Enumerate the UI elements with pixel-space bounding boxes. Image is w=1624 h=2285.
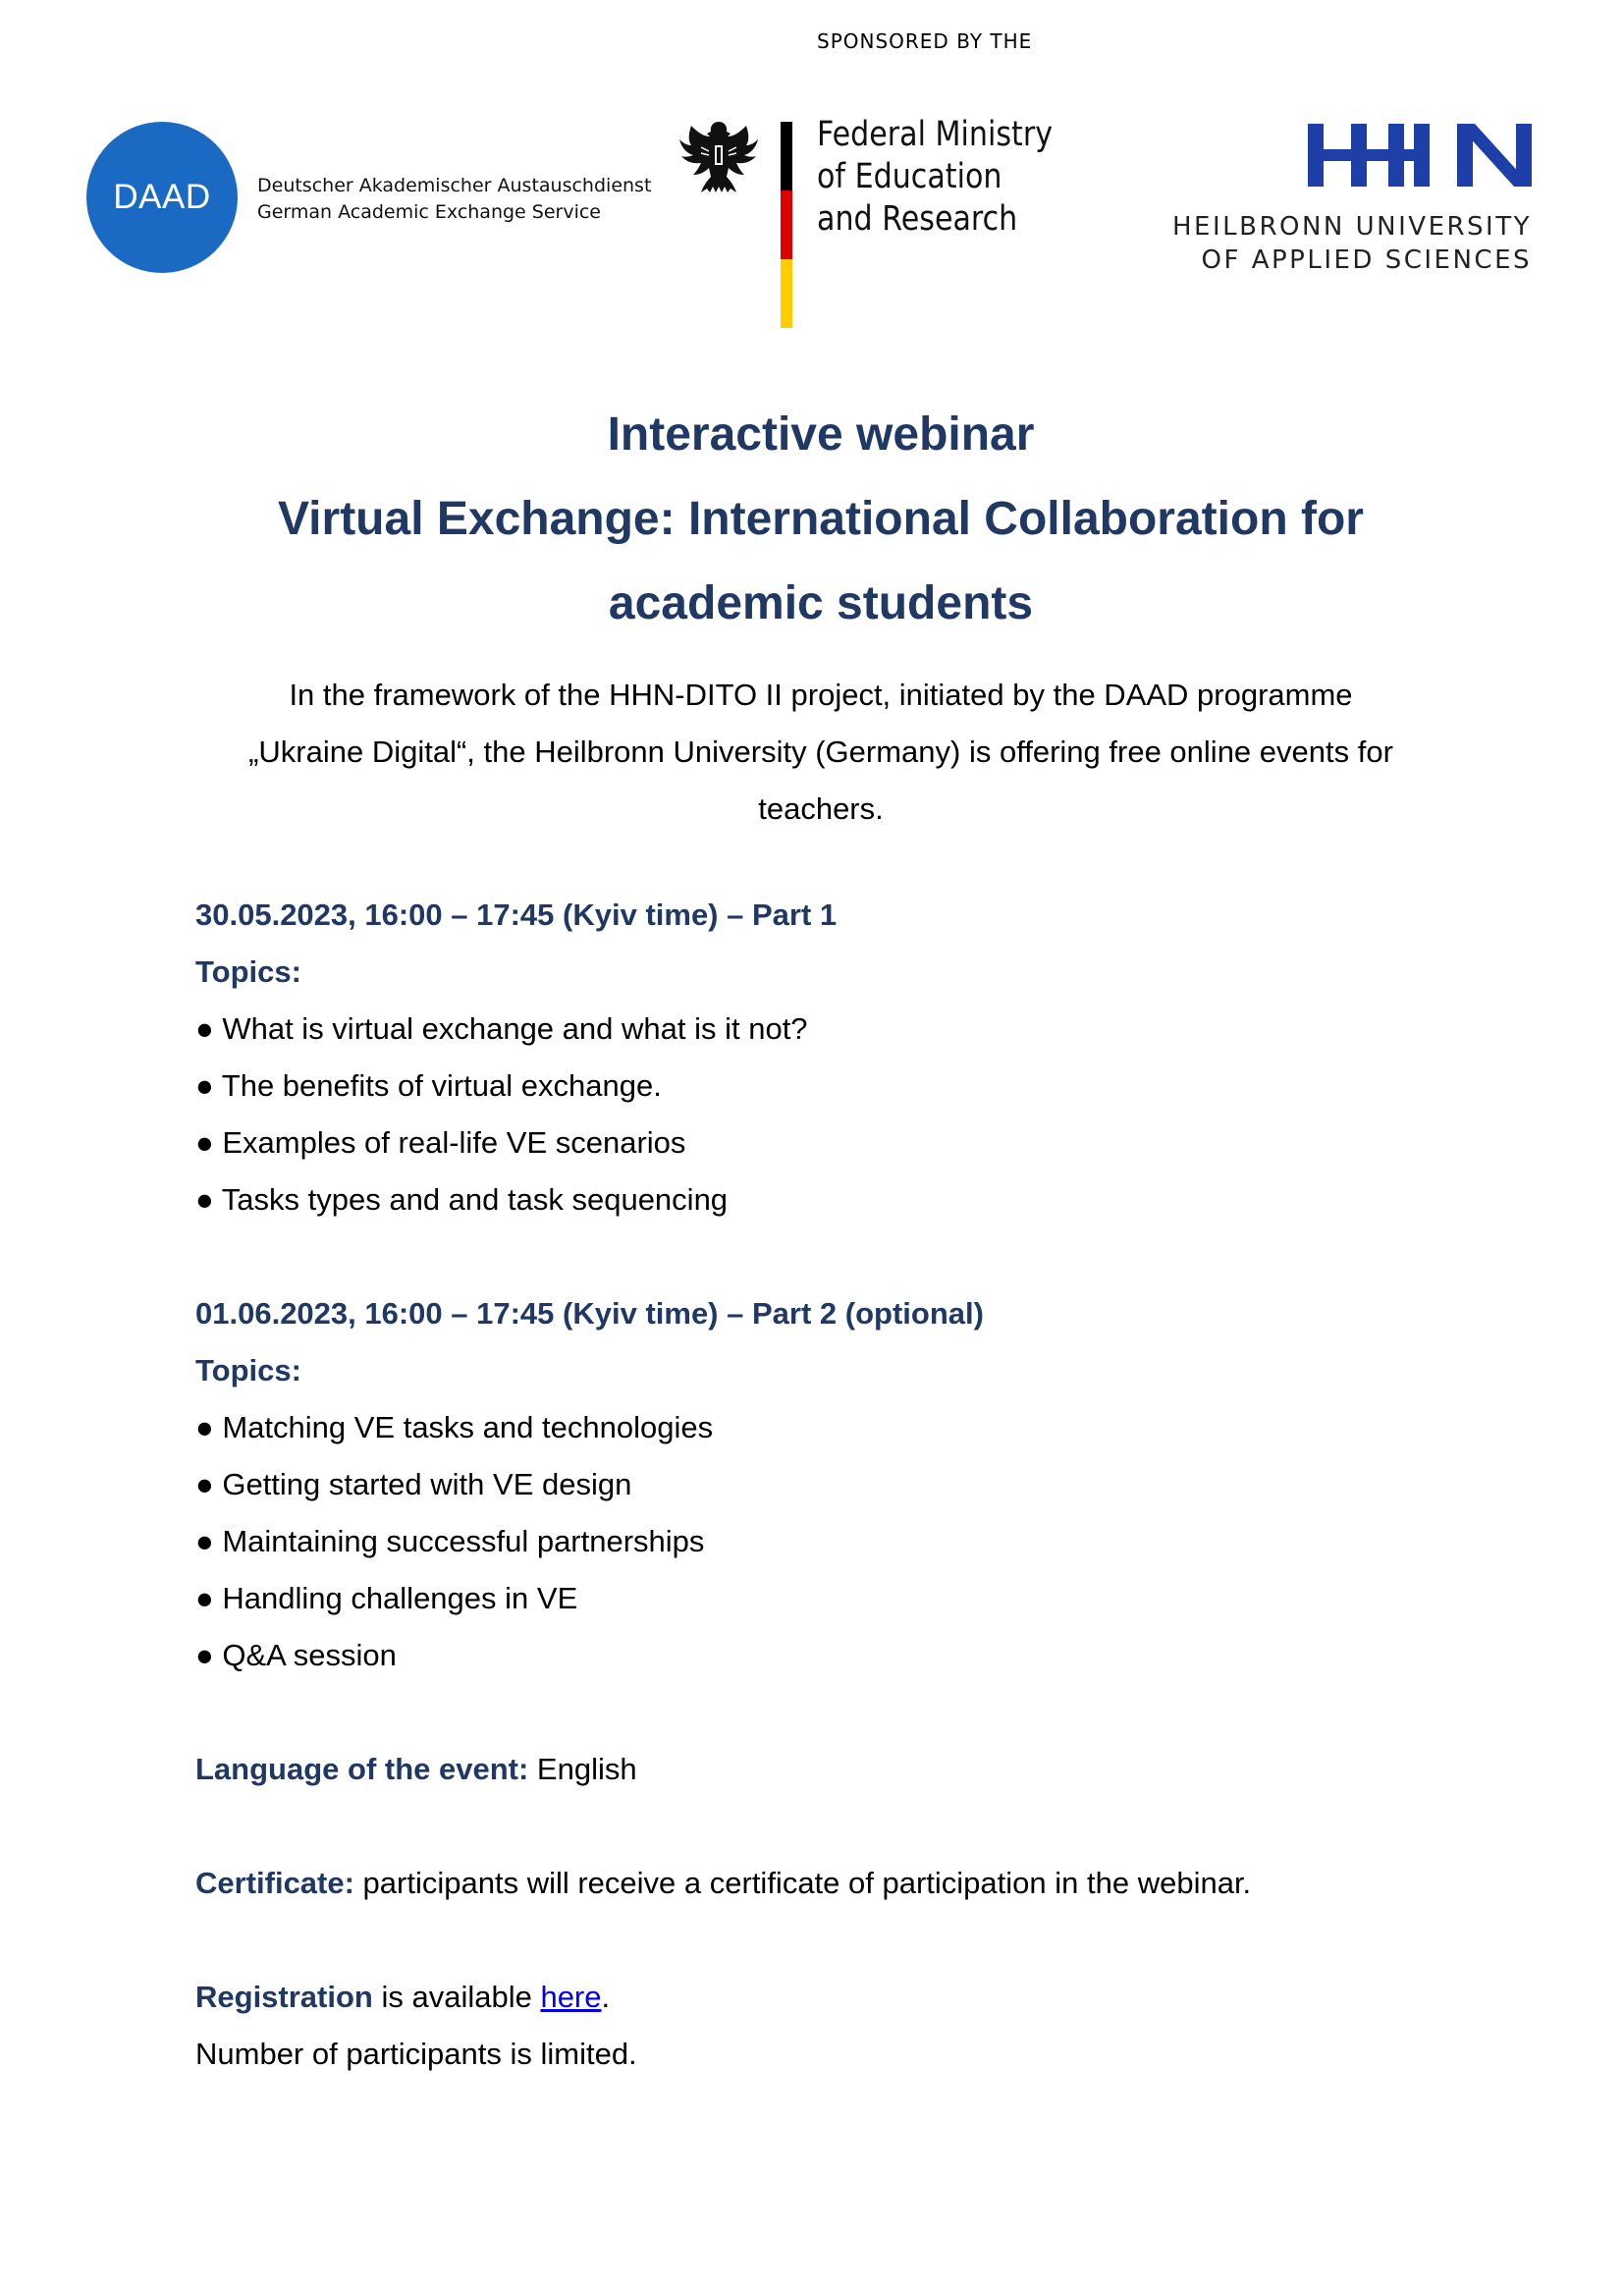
part2-heading: 01.06.2023, 16:00 – 17:45 (Kyiv time) – Part 2 (optional) <box>195 1296 984 1331</box>
intro-paragraph <box>167 667 1475 838</box>
daad-name-de: Deutscher Akademischer Austauschdienst <box>257 175 652 196</box>
federal-eagle-icon <box>677 118 760 196</box>
part1-heading: 30.05.2023, 16:00 – 17:45 (Kyiv time) – Part 1 <box>195 898 838 932</box>
part2-topics-label: Topics: <box>195 1353 301 1387</box>
registration-link[interactable]: here <box>540 1980 602 2014</box>
intro-line-2: „Ukraine Digital“, the Heilbronn University (Germany) is offering free online events for <box>248 734 1393 769</box>
part2-topic: ● Matching VE tasks and technologies <box>195 1410 714 1444</box>
language-label: Language of the event: <box>195 1752 529 1786</box>
daad-name <box>257 173 651 226</box>
registration-text: is available <box>372 1980 541 2014</box>
title-line-1: Interactive webinar <box>607 408 1035 461</box>
part1-topic: ● Examples of real-life VE scenarios <box>195 1125 686 1160</box>
daad-name-en: German Academic Exchange Service <box>257 201 601 223</box>
language-value: English <box>528 1752 637 1786</box>
part1-topic: ● The benefits of virtual exchange. <box>195 1068 662 1103</box>
bmbf-name <box>817 114 1053 241</box>
part2-topic: ● Handling challenges in VE <box>195 1581 578 1615</box>
hhn-line-1: HEILBRONN UNIVERSITY <box>1171 212 1532 242</box>
title-line-3: academic students <box>608 577 1034 629</box>
part2-topic: ● Q&A session <box>195 1638 397 1672</box>
bmbf-line-2: of Education <box>817 157 1002 196</box>
part1-topic: ● What is virtual exchange and what is it not? <box>195 1011 808 1046</box>
language-line <box>195 1741 1472 1798</box>
event-details <box>195 887 1472 2083</box>
part2-topic: ● Getting started with VE design <box>195 1467 632 1501</box>
participants-note: Number of participants is limited. <box>195 2037 637 2071</box>
page-title <box>0 393 1624 646</box>
part2-topic: ● Maintaining successful partnerships <box>195 1524 705 1558</box>
registration-label: Registration <box>195 1980 373 2014</box>
part1-topic: ● Tasks types and and task sequencing <box>195 1182 729 1217</box>
hhn-logo <box>1308 124 1532 187</box>
registration-line <box>195 1969 1472 2026</box>
bmbf-line-1: Federal Ministry <box>817 115 1054 154</box>
german-flag-bar <box>781 122 792 328</box>
daad-logo-text: DAAD <box>113 178 211 216</box>
part1-topics-label: Topics: <box>195 954 301 989</box>
title-line-2: Virtual Exchange: International Collaboration for <box>278 493 1364 545</box>
registration-end: . <box>601 1980 611 2014</box>
sponsored-label: SPONSORED BY THE <box>817 29 1033 53</box>
hhn-name <box>1159 210 1532 277</box>
certificate-line <box>195 1855 1472 1912</box>
hhn-line-2: OF APPLIED SCIENCES <box>1201 245 1532 275</box>
bmbf-line-3: and Research <box>817 199 1018 239</box>
intro-line-3: teachers. <box>758 791 884 826</box>
certificate-label: Certificate: <box>195 1866 354 1900</box>
intro-line-1: In the framework of the HHN-DITO II project, initiated by the DAAD programme <box>289 678 1353 712</box>
daad-logo <box>86 122 238 273</box>
certificate-value: participants will receive a certificate of participation in the webinar. <box>353 1866 1252 1900</box>
